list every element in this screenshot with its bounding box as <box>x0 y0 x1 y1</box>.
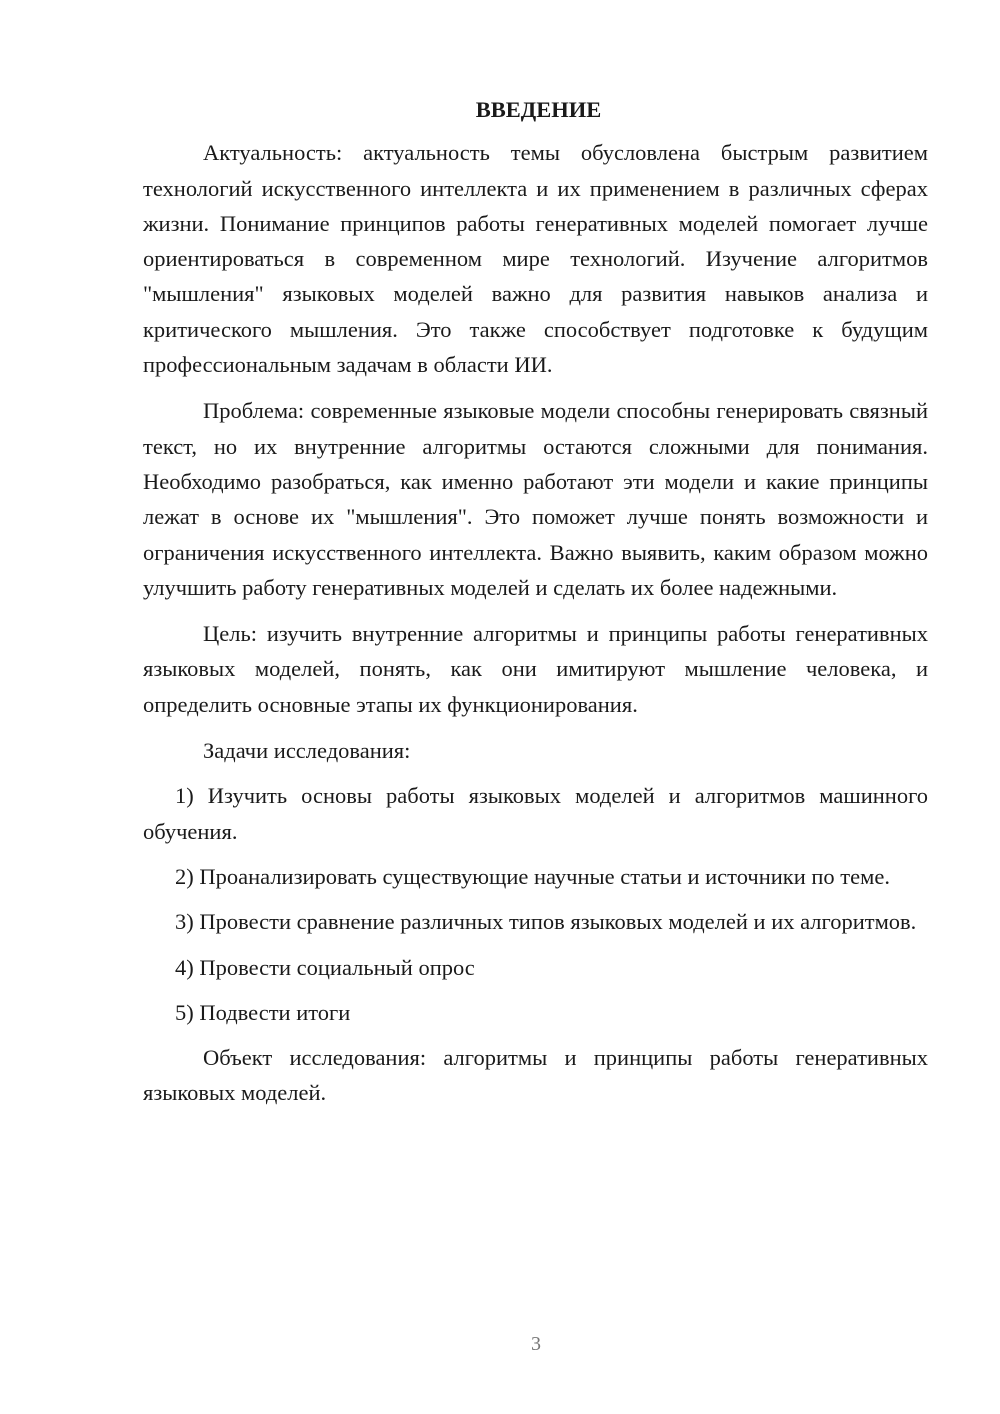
section-title: ВВЕДЕНИЕ <box>475 97 602 122</box>
tasks-list <box>143 778 928 1030</box>
paragraph-goal: Цель: изучить внутренние алгоритмы и принципы работы генеративных языковых моделей, понять, как они имитируют мышление человека, и определить основные этапы их функционирования. <box>143 621 928 717</box>
document-body <box>143 92 928 1111</box>
task-item-4: 4) Провести социальный опрос <box>175 954 475 980</box>
tasks-heading: Задачи исследования: <box>203 738 411 764</box>
task-item-5: 5) Подвести итоги <box>175 999 351 1025</box>
paragraph-problem: Проблема: современные языковые модели способны генерировать связный текст, но их внутренние алгоритмы остаются сложными для понимания. Необходимо разобраться, как именно работают эти модели и какие принципы лежат в основе их "мышления". Это поможет лучше понять возможности и ограничения искусственного интеллекта. Важно выявить, каким образом можно улучшить работу генеративных моделей и сделать их более надежными. <box>143 398 928 600</box>
task-item-1: 1) Изучить основы работы языковых моделей и алгоритмов машинного обучения. <box>143 783 928 844</box>
paragraph-object: Объект исследования: алгоритмы и принципы работы генеративных языковых моделей. <box>143 1045 928 1106</box>
task-item-3: 3) Провести сравнение различных типов языковых моделей и их алгоритмов. <box>175 909 917 935</box>
page-number: 3 <box>531 1333 541 1355</box>
paragraph-relevance: Актуальность: актуальность темы обусловлена быстрым развитием технологий искусственного интеллекта и их применением в различных сферах жизни. Понимание принципов работы генеративных моделей помогает лучше ориентироваться в современном мире технологий. Изучение алгоритмов "мышления" языковых моделей важно для развития навыков анализа и критического мышления. Это также способствует подготовке к будущим профессиональным задачам в области ИИ. <box>143 140 928 378</box>
task-item-2: 2) Проанализировать существующие научные статьи и источники по теме. <box>175 863 890 889</box>
